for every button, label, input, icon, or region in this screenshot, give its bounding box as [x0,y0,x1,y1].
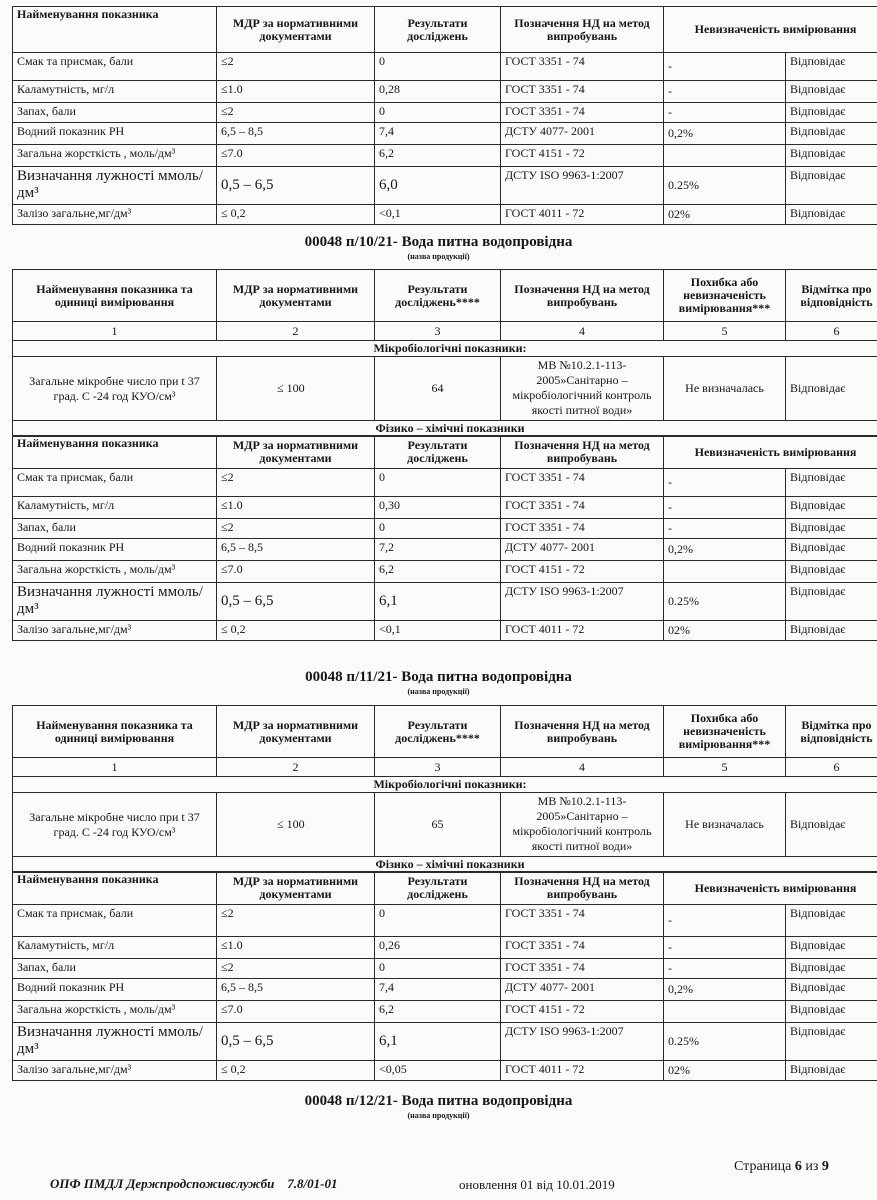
row-mdr: ≤7.0 [217,1001,375,1023]
col-header-name: Найменування показника [13,7,217,53]
row-mdr: ≤2 [217,469,375,497]
row-method: ГОСТ 4151 - 72 [501,561,664,583]
row-mark: Відповідає [786,1023,877,1061]
row-method: ГОСТ 3351 - 74 [501,937,664,959]
row-method: ГОСТ 3351 - 74 [501,103,664,123]
row-name: Водний показник РН [13,123,217,145]
row-mdr: ≤1.0 [217,497,375,519]
row-name: Смак та присмак, бали [13,469,217,497]
row-uncertainty: 0.25% [664,1023,786,1061]
row-mark: Відповідає [786,145,877,167]
product-title-12: 00048 п/12/21- Вода питна водопровідна [304,1093,573,1109]
micro-error: Не визначалась [664,357,786,421]
col-header-mdr: МДР за нормативними документами [217,706,375,758]
row-uncertainty: 0.25% [664,583,786,621]
row-mark: Відповідає [786,1001,877,1023]
col-number: 5 [664,758,786,777]
micro-name: Загальне мікробне число при t 37 град. С -24 год КУО/см³ [13,793,217,857]
micro-table-3 [12,705,877,873]
col-header-results: Результати досліджень [375,872,501,905]
row-method: ГОСТ 3351 - 74 [501,81,664,103]
row-name: Водний показник РН [13,539,217,561]
row-uncertainty [664,561,786,583]
row-uncertainty: - [664,497,786,519]
col-header-mdr: МДР за нормативними документами [217,436,375,469]
col-number: 6 [786,758,877,777]
row-method: ГОСТ 4011 - 72 [501,205,664,225]
row-result: 6,1 [375,1023,501,1061]
row-method: ГОСТ 3351 - 74 [501,519,664,539]
col-header-mdr: МДР за нормативними документами [217,7,375,53]
row-uncertainty: - [664,905,786,937]
row-mark: Відповідає [786,81,877,103]
page-number [734,1159,829,1175]
row-method: ГОСТ 4151 - 72 [501,1001,664,1023]
micro-result: 65 [375,793,501,857]
row-result: 0 [375,959,501,979]
col-header-uncertainty: Невизначеність вимірювання [664,7,877,53]
row-mark: Відповідає [786,621,877,641]
col-header-method: Позначення НД на метод випробувань [501,270,664,322]
col-header-mark: Відмітка про відповідність [786,270,877,322]
row-mdr: ≤1.0 [217,81,375,103]
row-name: Загальна жорсткість , моль/дм³ [13,561,217,583]
col-number: 1 [13,322,217,341]
row-uncertainty: - [664,81,786,103]
col-header-error: Похибка або невизначеність вимірювання*** [664,706,786,758]
row-name: Смак та присмак, бали [13,905,217,937]
row-mdr: ≤2 [217,53,375,81]
row-name: Запах, бали [13,519,217,539]
col-header-results: Результати досліджень [375,436,501,469]
row-name: Запах, бали [13,103,217,123]
row-name: Визначання лужності ммоль/дм³ [13,583,217,621]
row-method: ГОСТ 4151 - 72 [501,145,664,167]
row-method: ДСТУ ISO 9963-1:2007 [501,583,664,621]
row-mark: Відповідає [786,979,877,1001]
col-number: 3 [375,322,501,341]
micro-mdr: ≤ 100 [217,793,375,857]
col-header-mark: Відмітка про відповідність [786,706,877,758]
row-mark: Відповідає [786,561,877,583]
row-method: ГОСТ 3351 - 74 [501,959,664,979]
row-name: Загальна жорсткість , моль/дм³ [13,1001,217,1023]
row-uncertainty: - [664,469,786,497]
col-header-uncertainty: Невизначеність вимірювання [664,436,877,469]
row-name: Каламутність, мг/л [13,81,217,103]
micro-mark: Відповідає [786,357,877,421]
row-uncertainty: 02% [664,621,786,641]
row-method: ДСТУ 4077- 2001 [501,539,664,561]
col-header-method: Позначення НД на метод випробувань [501,436,664,469]
row-result: 6,2 [375,1001,501,1023]
row-uncertainty: - [664,959,786,979]
row-result: <0,1 [375,205,501,225]
row-result: 0 [375,53,501,81]
row-mark: Відповідає [786,539,877,561]
col-header-results: Результати досліджень**** [375,706,501,758]
page-total: 9 [821,1159,829,1174]
row-name: Визначання лужності ммоль/дм³ [13,167,217,205]
row-mark: Відповідає [786,583,877,621]
row-name: Визначання лужності ммоль/дм³ [13,1023,217,1061]
row-method: ДСТУ 4077- 2001 [501,979,664,1001]
row-mdr: 6,5 – 8,5 [217,123,375,145]
product-title-10: 00048 п/10/21- Вода питна водопровідна [304,234,573,250]
row-result: 6,1 [375,583,501,621]
row-result: 7,2 [375,539,501,561]
col-header-name: Найменування показника та одиниці вимірювання [13,270,217,322]
row-method: ГОСТ 3351 - 74 [501,53,664,81]
col-header-results: Результати досліджень**** [375,270,501,322]
col-number: 5 [664,322,786,341]
col-number: 4 [501,322,664,341]
row-name: Смак та присмак, бали [13,53,217,81]
col-header-mdr: МДР за нормативними документами [217,872,375,905]
col-number: 2 [217,322,375,341]
row-name: Запах, бали [13,959,217,979]
section-chem: Фізико – хімічні показники [13,857,877,873]
col-header-method: Позначення НД на метод випробувань [501,706,664,758]
row-method: ГОСТ 4011 - 72 [501,621,664,641]
row-method: ДСТУ ISO 9963-1:2007 [501,1023,664,1061]
col-header-error: Похибка або невизначеність вимірювання*** [664,270,786,322]
row-mark: Відповідає [786,937,877,959]
row-mdr: 0,5 – 6,5 [217,167,375,205]
row-mdr: ≤2 [217,905,375,937]
section-micro: Мікробіологічні показники: [13,777,877,793]
micro-mdr: ≤ 100 [217,357,375,421]
row-uncertainty: - [664,53,786,81]
micro-method: МВ №10.2.1-113-2005»Санітарно – мікробіологічний контроль якості питної води» [501,357,664,421]
row-result: 6,2 [375,561,501,583]
row-method: ДСТУ ISO 9963-1:2007 [501,167,664,205]
row-name: Каламутність, мг/л [13,937,217,959]
row-result: 0,30 [375,497,501,519]
row-mdr: ≤7.0 [217,561,375,583]
row-uncertainty: - [664,519,786,539]
row-mark: Відповідає [786,205,877,225]
row-mdr: ≤ 0,2 [217,1061,375,1081]
row-name: Залізо загальне,мг/дм³ [13,1061,217,1081]
row-result: 7,4 [375,979,501,1001]
col-number: 3 [375,758,501,777]
row-mdr: 6,5 – 8,5 [217,979,375,1001]
row-mdr: ≤2 [217,103,375,123]
row-result: 0 [375,905,501,937]
row-uncertainty [664,145,786,167]
col-header-mdr: МДР за нормативними документами [217,270,375,322]
row-mdr: ≤2 [217,959,375,979]
col-header-uncertainty: Невизначеність вимірювання [664,872,877,905]
chem-table-3 [12,871,877,1081]
row-method: ГОСТ 3351 - 74 [501,497,664,519]
col-header-method: Позначення НД на метод випробувань [501,7,664,53]
row-uncertainty: 0,2% [664,979,786,1001]
row-mdr: ≤2 [217,519,375,539]
row-uncertainty [664,1001,786,1023]
row-uncertainty: - [664,103,786,123]
product-title-11: 00048 п/11/21- Вода питна водопровідна [305,669,572,685]
product-subtitle: (назва продукції) [407,1111,470,1120]
section-chem: Фізико – хімічні показники [13,421,877,437]
micro-error: Не визначалась [664,793,786,857]
row-mark: Відповідає [786,959,877,979]
row-name: Водний показник РН [13,979,217,1001]
col-number: 6 [786,322,877,341]
section-micro: Мікробіологічні показники: [13,341,877,357]
page-of: из [805,1159,819,1174]
col-number: 2 [217,758,375,777]
row-mark: Відповідає [786,905,877,937]
page-label: Страница [734,1159,792,1174]
micro-result: 64 [375,357,501,421]
row-mark: Відповідає [786,469,877,497]
micro-mark: Відповідає [786,793,877,857]
row-result: 0 [375,103,501,123]
row-name: Загальна жорсткість , моль/дм³ [13,145,217,167]
row-uncertainty: 0,2% [664,539,786,561]
row-result: 0 [375,519,501,539]
chem-table-2 [12,435,877,641]
row-method: ГОСТ 3351 - 74 [501,905,664,937]
row-uncertainty: 0.25% [664,167,786,205]
row-mdr: 0,5 – 6,5 [217,583,375,621]
product-subtitle: (назва продукції) [407,252,470,261]
row-mdr: ≤1.0 [217,937,375,959]
row-result: <0,05 [375,1061,501,1081]
row-result: 7,4 [375,123,501,145]
row-mdr: ≤ 0,2 [217,621,375,641]
row-uncertainty: 02% [664,1061,786,1081]
col-header-results: Результати досліджень [375,7,501,53]
row-mark: Відповідає [786,53,877,81]
col-number: 4 [501,758,664,777]
micro-table-2 [12,269,877,437]
micro-name: Загальне мікробне число при t 37 град. С -24 год КУО/см³ [13,357,217,421]
col-header-name: Найменування показника та одиниці вимірювання [13,706,217,758]
micro-method: МВ №10.2.1-113-2005»Санітарно – мікробіологічний контроль якості питної води» [501,793,664,857]
row-mdr: 0,5 – 6,5 [217,1023,375,1061]
row-mdr: ≤ 0,2 [217,205,375,225]
product-subtitle: (назва продукції) [407,687,470,696]
col-header-name: Найменування показника [13,872,217,905]
row-name: Залізо загальне,мг/дм³ [13,205,217,225]
row-mark: Відповідає [786,103,877,123]
col-number: 1 [13,758,217,777]
row-method: ДСТУ 4077- 2001 [501,123,664,145]
footer-org: ОПФ ПМДЛ Держпродспоживслужби 7.8/01-01 [50,1176,338,1191]
footer-revision: оновлення 01 від 10.01.2019 [459,1177,615,1192]
row-uncertainty: 02% [664,205,786,225]
col-header-name: Найменування показника [13,436,217,469]
row-result: 6,2 [375,145,501,167]
chem-table-1 [12,6,877,225]
row-mark: Відповідає [786,123,877,145]
row-uncertainty: - [664,937,786,959]
row-mdr: ≤7.0 [217,145,375,167]
col-header-method: Позначення НД на метод випробувань [501,872,664,905]
row-result: <0,1 [375,621,501,641]
row-method: ГОСТ 4011 - 72 [501,1061,664,1081]
row-mark: Відповідає [786,497,877,519]
row-method: ГОСТ 3351 - 74 [501,469,664,497]
row-name: Залізо загальне,мг/дм³ [13,621,217,641]
row-mark: Відповідає [786,519,877,539]
row-mark: Відповідає [786,167,877,205]
row-name: Каламутність, мг/л [13,497,217,519]
row-result: 0,26 [375,937,501,959]
row-mark: Відповідає [786,1061,877,1081]
row-mdr: 6,5 – 8,5 [217,539,375,561]
row-result: 0 [375,469,501,497]
page-current: 6 [794,1159,802,1174]
row-result: 6,0 [375,167,501,205]
row-uncertainty: 0,2% [664,123,786,145]
row-result: 0,28 [375,81,501,103]
